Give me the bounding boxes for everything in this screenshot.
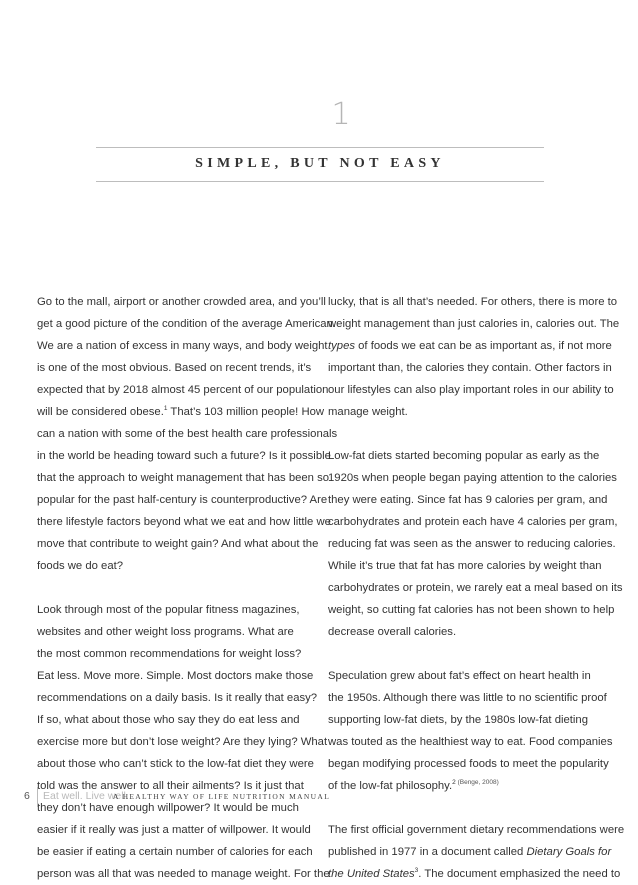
text-line: there lifestyle factors beyond what we eat and how little we <box>37 516 331 528</box>
text-line <box>328 841 618 863</box>
text-line: carbohydrates and protein each have 4 calories per gram, <box>328 516 618 528</box>
chapter-number: 1 <box>331 97 351 132</box>
bottom-rule <box>96 181 544 182</box>
text-line: was touted as the healthiest way to eat. Food companies <box>328 736 613 748</box>
emphasis-text: types <box>328 340 356 352</box>
text-line: Speculation grew about fat’s effect on heart health in <box>328 670 591 682</box>
paragraph-gap <box>328 423 618 445</box>
text-line: the 1950s. Although there was little to no scientific proof <box>328 692 607 704</box>
footer-slogan: Eat well. Live well. <box>43 790 129 802</box>
footer-divider <box>37 787 38 807</box>
text-line: important than, the calories they contain. Other factors in <box>328 362 612 374</box>
footer-manual-title: A HEALTHY WAY OF LIFE NUTRITION MANUAL <box>113 792 331 801</box>
text-line: can a nation with some of the best health care professionals <box>37 428 338 440</box>
text-line: get a good picture of the condition of the average American. <box>37 318 336 330</box>
text-line: weight management than just calories in, calories out. The <box>328 318 620 330</box>
footnote-ref <box>452 779 499 786</box>
text-line: If so, what about those who say they do eat less and <box>37 714 300 726</box>
chapter-title: SIMPLE, BUT NOT EASY <box>195 156 445 171</box>
text-line: Low-fat diets started becoming popular as early as the <box>328 450 600 462</box>
text-line: While it’s true that fat has more calories by weight than <box>328 560 602 572</box>
text-line: The first official government dietary recommendations were <box>328 824 625 836</box>
text-line: they don’t have enough willpower? It would be much <box>37 802 299 814</box>
text-line: reducing fat was seen as the answer to reducing calories. <box>328 538 616 550</box>
text-line: weight, so cutting fat calories has not been shown to help <box>328 604 615 616</box>
text-span: . The document emphasized the need to <box>418 868 621 880</box>
text-line: move that contribute to weight gain? And what about the <box>37 538 319 550</box>
text-line: Go to the mall, airport or another crowded area, and you’ll <box>37 296 326 308</box>
footnote-number: 2 <box>452 779 456 786</box>
paragraph-gap <box>37 577 325 599</box>
text-line: lucky, that is all that’s needed. For others, there is more to <box>328 296 618 308</box>
emphasis-text: the United States <box>328 868 415 880</box>
text-line: 1920s when people began paying attention to the calories <box>328 472 617 484</box>
footnote-ref: 1 <box>163 405 168 412</box>
text-line: Look through most of the popular fitness magazines, <box>37 604 300 616</box>
text-line: supporting low-fat diets, by the 1980s low-fat dieting <box>328 714 588 726</box>
text-line: expected that by 2018 almost 45 percent of our population <box>37 384 329 396</box>
text-span: That’s 103 million people! How <box>167 406 325 418</box>
text-line: be easier if eating a certain number of calories for each <box>37 846 313 858</box>
text-line: about those who can’t stick to the low-fat diet they were <box>37 758 314 770</box>
footnote-ref: 3 <box>414 867 419 874</box>
text-line: decrease overall calories. <box>328 626 457 638</box>
text-line: told was the answer to all their ailments? Is it just that <box>37 780 304 792</box>
text-line: foods we do eat? <box>37 560 124 572</box>
text-line: easier if it really was just a matter of willpower. It would <box>37 824 311 836</box>
top-rule <box>96 147 544 148</box>
text-line: they were eating. Since fat has 9 calories per gram, and <box>328 494 608 506</box>
text-line: the most common recommendations for weight loss? <box>37 648 302 660</box>
text-line: websites and other weight loss programs. What are <box>37 626 294 638</box>
text-line <box>328 335 618 357</box>
text-line <box>328 863 621 885</box>
text-line: that the approach to weight management that has been so <box>37 472 330 484</box>
text-line: carbohydrates or protein, we rarely eat a meal based on its <box>328 582 623 594</box>
text-line: recommendations on a daily basis. Is it really that easy? <box>37 692 318 704</box>
text-span: of the low-fat philosophy. <box>328 780 453 792</box>
page-number: 6 <box>24 790 30 802</box>
paragraph-gap <box>328 643 618 665</box>
text-line: exercise more but don’t lose weight? Are they lying? What <box>37 736 328 748</box>
citation: (Benge, 2008) <box>457 779 499 786</box>
text-line: is one of the most obvious. Based on recent trends, it’s <box>37 362 312 374</box>
text-line: Eat less. Move more. Simple. Most doctors make those <box>37 670 314 682</box>
text-line: manage weight. <box>328 406 408 418</box>
text-span: of foods we eat can be as important as, if not more <box>355 340 612 352</box>
text-span: published in 1977 in a document called <box>328 846 527 858</box>
text-line: person was all that was needed to manage weight. For the <box>37 868 330 880</box>
text-line: We are a nation of excess in many ways, and body weight <box>37 340 328 352</box>
text-line: began modifying processed foods to meet the popularity <box>328 758 609 770</box>
emphasis-text: Dietary Goals for <box>526 846 612 858</box>
page-footer <box>0 787 638 811</box>
text-line: popular for the past half-century is counterproductive? Are <box>37 494 328 506</box>
text-line: in the world be heading toward such a future? Is it possible <box>37 450 331 462</box>
text-line: our lifestyles can also play important roles in our ability to <box>328 384 614 396</box>
text-line <box>37 401 325 423</box>
text-span: will be considered obese. <box>37 406 164 418</box>
